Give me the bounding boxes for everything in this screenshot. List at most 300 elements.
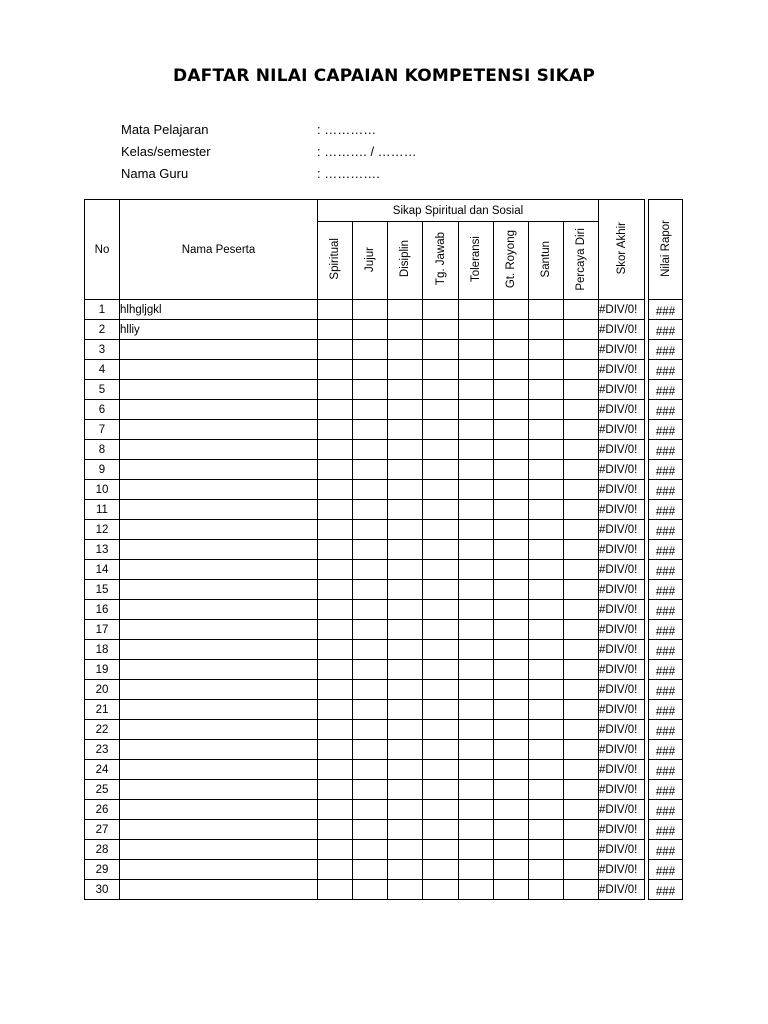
sikap-score-cell[interactable] <box>564 820 599 840</box>
sikap-score-cell[interactable] <box>353 540 388 560</box>
student-name-cell[interactable] <box>120 640 318 660</box>
student-name-cell[interactable] <box>120 880 318 900</box>
sikap-score-cell[interactable] <box>388 840 423 860</box>
sikap-score-cell[interactable] <box>459 480 494 500</box>
sikap-score-cell[interactable] <box>459 400 494 420</box>
sikap-score-cell[interactable] <box>529 340 564 360</box>
sikap-score-cell[interactable] <box>564 480 599 500</box>
sikap-score-cell[interactable] <box>529 440 564 460</box>
nilai-rapor-value: ### <box>655 485 676 498</box>
sikap-score-cell[interactable] <box>459 860 494 880</box>
sikap-score-cell[interactable] <box>529 780 564 800</box>
sikap-score-cell[interactable] <box>353 680 388 700</box>
sikap-score-cell[interactable] <box>423 480 459 500</box>
sikap-score-cell[interactable] <box>318 600 353 620</box>
sikap-score-cell[interactable] <box>564 680 599 700</box>
sikap-score-cell[interactable] <box>423 800 459 820</box>
sikap-score-cell[interactable] <box>459 420 494 440</box>
sikap-score-cell[interactable] <box>388 580 423 600</box>
nilai-rapor-value: ### <box>655 765 676 778</box>
sikap-score-cell[interactable] <box>459 760 494 780</box>
sikap-score-cell[interactable] <box>564 740 599 760</box>
sikap-score-cell[interactable] <box>318 820 353 840</box>
student-name-cell[interactable]: hlhgljgkl <box>120 300 318 320</box>
sikap-score-cell[interactable] <box>529 800 564 820</box>
sikap-score-cell[interactable] <box>353 380 388 400</box>
sikap-score-cell[interactable] <box>318 780 353 800</box>
sikap-score-cell[interactable] <box>423 820 459 840</box>
row-number: 2 <box>85 320 120 340</box>
student-name-cell[interactable] <box>120 520 318 540</box>
sikap-score-cell[interactable] <box>564 720 599 740</box>
sikap-score-cell[interactable] <box>459 740 494 760</box>
sikap-score-cell[interactable] <box>564 320 599 340</box>
sikap-score-cell[interactable] <box>494 520 529 540</box>
sikap-score-cell[interactable] <box>494 360 529 380</box>
student-name-cell[interactable] <box>120 840 318 860</box>
sikap-score-cell[interactable] <box>353 340 388 360</box>
sikap-score-cell[interactable] <box>529 880 564 900</box>
sikap-score-cell[interactable] <box>564 520 599 540</box>
student-name-cell[interactable] <box>120 480 318 500</box>
sikap-score-cell[interactable] <box>529 300 564 320</box>
sikap-score-cell[interactable] <box>564 840 599 860</box>
sikap-score-cell[interactable] <box>353 700 388 720</box>
sikap-score-cell[interactable] <box>353 580 388 600</box>
sikap-score-cell[interactable] <box>494 480 529 500</box>
student-name-cell[interactable] <box>120 800 318 820</box>
sikap-score-cell[interactable] <box>388 480 423 500</box>
sikap-score-cell[interactable] <box>388 680 423 700</box>
sikap-score-cell[interactable] <box>529 320 564 340</box>
sikap-score-cell[interactable] <box>353 600 388 620</box>
sikap-score-cell[interactable] <box>388 880 423 900</box>
sikap-score-cell[interactable] <box>318 660 353 680</box>
nilai-rapor-cell <box>649 820 683 840</box>
sikap-score-cell[interactable] <box>423 520 459 540</box>
sikap-score-cell[interactable] <box>494 340 529 360</box>
sikap-score-cell[interactable] <box>318 480 353 500</box>
sikap-score-cell[interactable] <box>459 580 494 600</box>
sikap-score-cell[interactable] <box>459 340 494 360</box>
sikap-score-cell[interactable] <box>459 780 494 800</box>
sikap-score-cell[interactable] <box>388 800 423 820</box>
sikap-score-cell[interactable] <box>423 360 459 380</box>
nilai-rapor-value: ### <box>655 785 676 798</box>
sikap-score-cell[interactable] <box>353 440 388 460</box>
sikap-score-cell[interactable] <box>318 620 353 640</box>
table-row <box>85 360 683 380</box>
sikap-score-cell[interactable] <box>388 300 423 320</box>
sikap-score-cell[interactable] <box>564 560 599 580</box>
student-name-cell[interactable] <box>120 760 318 780</box>
sikap-score-cell[interactable] <box>353 500 388 520</box>
sikap-score-cell[interactable] <box>318 760 353 780</box>
sikap-score-cell[interactable] <box>353 760 388 780</box>
student-name-cell[interactable] <box>120 720 318 740</box>
sikap-score-cell[interactable] <box>529 500 564 520</box>
sikap-score-cell[interactable] <box>564 460 599 480</box>
sikap-score-cell[interactable] <box>529 520 564 540</box>
sikap-score-cell[interactable] <box>423 600 459 620</box>
header-skor-akhir <box>599 200 645 300</box>
sikap-score-cell[interactable] <box>564 360 599 380</box>
sikap-score-cell[interactable] <box>564 500 599 520</box>
sikap-score-cell[interactable] <box>459 620 494 640</box>
sikap-score-cell[interactable] <box>388 320 423 340</box>
sikap-score-cell[interactable] <box>494 740 529 760</box>
student-name-cell[interactable] <box>120 500 318 520</box>
sikap-score-cell[interactable] <box>318 420 353 440</box>
sikap-score-cell[interactable] <box>353 520 388 540</box>
sikap-score-cell[interactable] <box>388 720 423 740</box>
student-name-cell[interactable] <box>120 660 318 680</box>
sikap-score-cell[interactable] <box>388 820 423 840</box>
sikap-score-cell[interactable] <box>423 580 459 600</box>
sikap-score-cell[interactable] <box>529 700 564 720</box>
sikap-score-cell[interactable] <box>529 480 564 500</box>
sikap-score-cell[interactable] <box>423 300 459 320</box>
sikap-score-cell[interactable] <box>529 460 564 480</box>
sikap-score-cell[interactable] <box>318 520 353 540</box>
sikap-score-cell[interactable] <box>494 300 529 320</box>
sikap-score-cell[interactable] <box>459 800 494 820</box>
sikap-score-cell[interactable] <box>564 600 599 620</box>
sikap-score-cell[interactable] <box>353 320 388 340</box>
sikap-score-cell[interactable] <box>459 440 494 460</box>
sikap-score-cell[interactable] <box>318 440 353 460</box>
sikap-score-cell[interactable] <box>494 720 529 740</box>
table-row <box>85 400 683 420</box>
sikap-score-cell[interactable] <box>459 600 494 620</box>
student-name-cell[interactable] <box>120 620 318 640</box>
sikap-score-cell[interactable] <box>423 540 459 560</box>
sikap-score-cell[interactable] <box>459 500 494 520</box>
sikap-score-cell[interactable] <box>494 640 529 660</box>
sikap-score-cell[interactable] <box>318 740 353 760</box>
sikap-score-cell[interactable] <box>388 400 423 420</box>
sikap-score-cell[interactable] <box>564 800 599 820</box>
sikap-score-cell[interactable] <box>564 620 599 640</box>
sikap-score-cell[interactable] <box>494 400 529 420</box>
sikap-score-cell[interactable] <box>529 760 564 780</box>
sikap-score-cell[interactable] <box>564 580 599 600</box>
sikap-score-cell[interactable] <box>564 660 599 680</box>
sikap-score-cell[interactable] <box>494 320 529 340</box>
sikap-score-cell[interactable] <box>423 780 459 800</box>
sikap-score-cell[interactable] <box>388 700 423 720</box>
sikap-score-cell[interactable] <box>529 820 564 840</box>
sikap-score-cell[interactable] <box>529 740 564 760</box>
sikap-score-cell[interactable] <box>529 860 564 880</box>
sikap-score-cell[interactable] <box>529 660 564 680</box>
sikap-score-cell[interactable] <box>494 800 529 820</box>
student-name-cell[interactable] <box>120 820 318 840</box>
student-name-cell[interactable] <box>120 380 318 400</box>
nilai-rapor-value: ### <box>655 545 676 558</box>
sikap-score-cell[interactable] <box>529 560 564 580</box>
sikap-score-cell[interactable] <box>459 840 494 860</box>
student-name-cell[interactable] <box>120 340 318 360</box>
sikap-score-cell[interactable] <box>388 500 423 520</box>
sikap-score-cell[interactable] <box>353 780 388 800</box>
student-name-cell[interactable] <box>120 580 318 600</box>
header-nilai-rapor <box>649 200 683 300</box>
nilai-rapor-value: ### <box>655 345 676 358</box>
sikap-score-cell[interactable] <box>353 720 388 740</box>
sikap-score-cell[interactable] <box>423 440 459 460</box>
sikap-score-cell[interactable] <box>318 560 353 580</box>
sikap-score-cell[interactable] <box>353 820 388 840</box>
student-name-cell[interactable] <box>120 420 318 440</box>
sikap-score-cell[interactable] <box>423 880 459 900</box>
sikap-score-cell[interactable] <box>564 380 599 400</box>
sikap-score-cell[interactable] <box>388 560 423 580</box>
row-number: 13 <box>85 540 120 560</box>
sikap-score-cell[interactable] <box>423 760 459 780</box>
sikap-score-cell[interactable] <box>494 420 529 440</box>
sikap-score-cell[interactable] <box>388 640 423 660</box>
sikap-score-cell[interactable] <box>494 760 529 780</box>
sikap-score-cell[interactable] <box>388 760 423 780</box>
nilai-rapor-value: ### <box>655 605 676 618</box>
sikap-score-cell[interactable] <box>564 400 599 420</box>
sikap-score-cell[interactable] <box>494 700 529 720</box>
sikap-score-cell[interactable] <box>423 560 459 580</box>
nilai-rapor-value: ### <box>655 305 676 318</box>
sikap-score-cell[interactable] <box>459 660 494 680</box>
sikap-score-cell[interactable] <box>318 540 353 560</box>
student-name-cell[interactable]: hlliy <box>120 320 318 340</box>
info-value: : ………… <box>317 122 377 137</box>
skor-akhir-cell: #DIV/0! <box>599 600 645 620</box>
sikap-score-cell[interactable] <box>423 740 459 760</box>
sikap-score-cell[interactable] <box>494 820 529 840</box>
sikap-score-cell[interactable] <box>318 840 353 860</box>
sikap-score-cell[interactable] <box>423 700 459 720</box>
sikap-score-cell[interactable] <box>388 420 423 440</box>
sikap-score-cell[interactable] <box>494 380 529 400</box>
student-name-cell[interactable] <box>120 680 318 700</box>
sikap-score-cell[interactable] <box>459 540 494 560</box>
sikap-score-cell[interactable] <box>318 340 353 360</box>
sikap-score-cell[interactable] <box>318 880 353 900</box>
sikap-score-cell[interactable] <box>459 680 494 700</box>
sikap-score-cell[interactable] <box>494 620 529 640</box>
table-row <box>85 840 683 860</box>
sikap-score-cell[interactable] <box>529 720 564 740</box>
sikap-score-cell[interactable] <box>353 460 388 480</box>
sikap-score-cell[interactable] <box>423 840 459 860</box>
sikap-score-cell[interactable] <box>494 440 529 460</box>
sikap-score-cell[interactable] <box>353 560 388 580</box>
table-row <box>85 560 683 580</box>
sikap-score-cell[interactable] <box>529 400 564 420</box>
student-name-cell[interactable] <box>120 600 318 620</box>
student-name-cell[interactable] <box>120 440 318 460</box>
sikap-score-cell[interactable] <box>353 740 388 760</box>
student-name-cell[interactable] <box>120 540 318 560</box>
sikap-score-cell[interactable] <box>564 700 599 720</box>
sikap-score-cell[interactable] <box>529 600 564 620</box>
sikap-score-cell[interactable] <box>388 740 423 760</box>
sikap-score-cell[interactable] <box>423 640 459 660</box>
sikap-score-cell[interactable] <box>353 400 388 420</box>
student-name-cell[interactable] <box>120 700 318 720</box>
sikap-score-cell[interactable] <box>353 860 388 880</box>
sikap-score-cell[interactable] <box>459 880 494 900</box>
sikap-score-cell[interactable] <box>423 860 459 880</box>
sikap-score-cell[interactable] <box>529 620 564 640</box>
sikap-score-cell[interactable] <box>353 480 388 500</box>
sikap-score-cell[interactable] <box>459 460 494 480</box>
sikap-score-cell[interactable] <box>423 500 459 520</box>
sikap-score-cell[interactable] <box>318 460 353 480</box>
sikap-score-cell[interactable] <box>423 320 459 340</box>
sikap-score-cell[interactable] <box>353 420 388 440</box>
sikap-score-cell[interactable] <box>423 400 459 420</box>
sikap-score-cell[interactable] <box>423 660 459 680</box>
sikap-score-cell[interactable] <box>353 620 388 640</box>
sikap-score-cell[interactable] <box>529 380 564 400</box>
nilai-rapor-value: ### <box>655 525 676 538</box>
sikap-score-cell[interactable] <box>529 360 564 380</box>
sikap-score-cell[interactable] <box>494 580 529 600</box>
sikap-score-cell[interactable] <box>529 640 564 660</box>
sikap-score-cell[interactable] <box>459 820 494 840</box>
sikap-score-cell[interactable] <box>564 420 599 440</box>
sikap-score-cell[interactable] <box>494 880 529 900</box>
table-row <box>85 720 683 740</box>
sikap-score-cell[interactable] <box>388 360 423 380</box>
sikap-score-cell[interactable] <box>318 380 353 400</box>
sikap-score-cell[interactable] <box>564 300 599 320</box>
sikap-score-cell[interactable] <box>423 380 459 400</box>
sikap-score-cell[interactable] <box>388 780 423 800</box>
sikap-score-cell[interactable] <box>494 560 529 580</box>
sikap-score-cell[interactable] <box>459 300 494 320</box>
info-label: Kelas/semester <box>121 144 211 159</box>
sikap-score-cell[interactable] <box>529 840 564 860</box>
sikap-score-cell[interactable] <box>388 600 423 620</box>
sikap-score-cell[interactable] <box>564 640 599 660</box>
sikap-score-cell[interactable] <box>529 420 564 440</box>
sikap-score-cell[interactable] <box>564 880 599 900</box>
sikap-score-cell[interactable] <box>529 680 564 700</box>
sikap-score-cell[interactable] <box>423 680 459 700</box>
sikap-score-cell[interactable] <box>353 300 388 320</box>
sikap-score-cell[interactable] <box>388 620 423 640</box>
sikap-score-cell[interactable] <box>353 880 388 900</box>
sikap-score-cell[interactable] <box>494 780 529 800</box>
row-number: 16 <box>85 600 120 620</box>
sikap-score-cell[interactable] <box>494 660 529 680</box>
sikap-score-cell[interactable] <box>564 340 599 360</box>
sikap-score-cell[interactable] <box>318 500 353 520</box>
sikap-score-cell[interactable] <box>318 800 353 820</box>
sikap-score-cell[interactable] <box>459 360 494 380</box>
sikap-score-cell[interactable] <box>388 520 423 540</box>
table-row <box>85 460 683 480</box>
sikap-score-cell[interactable] <box>318 580 353 600</box>
sikap-score-cell[interactable] <box>318 640 353 660</box>
info-label: Nama Guru <box>121 166 189 181</box>
sikap-score-cell[interactable] <box>423 460 459 480</box>
sikap-score-cell[interactable] <box>388 540 423 560</box>
sikap-score-cell[interactable] <box>494 600 529 620</box>
student-name-cell[interactable] <box>120 740 318 760</box>
student-name-cell[interactable] <box>120 560 318 580</box>
student-name-cell[interactable] <box>120 400 318 420</box>
sikap-score-cell[interactable] <box>564 440 599 460</box>
sikap-score-cell[interactable] <box>459 380 494 400</box>
sikap-score-cell[interactable] <box>318 700 353 720</box>
sikap-score-cell[interactable] <box>318 360 353 380</box>
sikap-score-cell[interactable] <box>459 560 494 580</box>
sikap-score-cell[interactable] <box>318 300 353 320</box>
sikap-score-cell[interactable] <box>564 860 599 880</box>
nilai-rapor-cell <box>649 880 683 900</box>
sikap-score-cell[interactable] <box>353 640 388 660</box>
header-sikap-label: Disiplin <box>399 240 411 278</box>
sikap-score-cell[interactable] <box>353 660 388 680</box>
sikap-score-cell[interactable] <box>318 720 353 740</box>
sikap-score-cell[interactable] <box>388 460 423 480</box>
sikap-score-cell[interactable] <box>459 320 494 340</box>
sikap-score-cell[interactable] <box>459 700 494 720</box>
sikap-score-cell[interactable] <box>353 360 388 380</box>
nilai-rapor-value: ### <box>655 505 676 518</box>
sikap-score-cell[interactable] <box>423 340 459 360</box>
sikap-score-cell[interactable] <box>529 580 564 600</box>
sikap-score-cell[interactable] <box>318 400 353 420</box>
sikap-score-cell[interactable] <box>318 680 353 700</box>
sikap-score-cell[interactable] <box>388 340 423 360</box>
sikap-score-cell[interactable] <box>318 320 353 340</box>
sikap-score-cell[interactable] <box>564 760 599 780</box>
sikap-score-cell[interactable] <box>564 540 599 560</box>
sikap-score-cell[interactable] <box>423 420 459 440</box>
sikap-score-cell[interactable] <box>423 620 459 640</box>
sikap-score-cell[interactable] <box>318 860 353 880</box>
sikap-score-cell[interactable] <box>388 860 423 880</box>
sikap-score-cell[interactable] <box>494 500 529 520</box>
nilai-rapor-cell <box>649 840 683 860</box>
student-name-cell[interactable] <box>120 780 318 800</box>
table-row <box>85 540 683 560</box>
sikap-score-cell[interactable] <box>459 520 494 540</box>
sikap-score-cell[interactable] <box>494 540 529 560</box>
sikap-score-cell[interactable] <box>564 780 599 800</box>
sikap-score-cell[interactable] <box>388 380 423 400</box>
sikap-score-cell[interactable] <box>494 680 529 700</box>
sikap-score-cell[interactable] <box>388 660 423 680</box>
sikap-score-cell[interactable] <box>494 460 529 480</box>
sikap-score-cell[interactable] <box>459 720 494 740</box>
student-name-cell[interactable] <box>120 460 318 480</box>
sikap-score-cell[interactable] <box>353 840 388 860</box>
sikap-score-cell[interactable] <box>388 440 423 460</box>
student-name-cell[interactable] <box>120 860 318 880</box>
sikap-score-cell[interactable] <box>529 540 564 560</box>
sikap-score-cell[interactable] <box>353 800 388 820</box>
student-name-cell[interactable] <box>120 360 318 380</box>
sikap-score-cell[interactable] <box>494 840 529 860</box>
sikap-score-cell[interactable] <box>423 720 459 740</box>
sikap-score-cell[interactable] <box>459 640 494 660</box>
skor-akhir-cell: #DIV/0! <box>599 860 645 880</box>
sikap-score-cell[interactable] <box>494 860 529 880</box>
